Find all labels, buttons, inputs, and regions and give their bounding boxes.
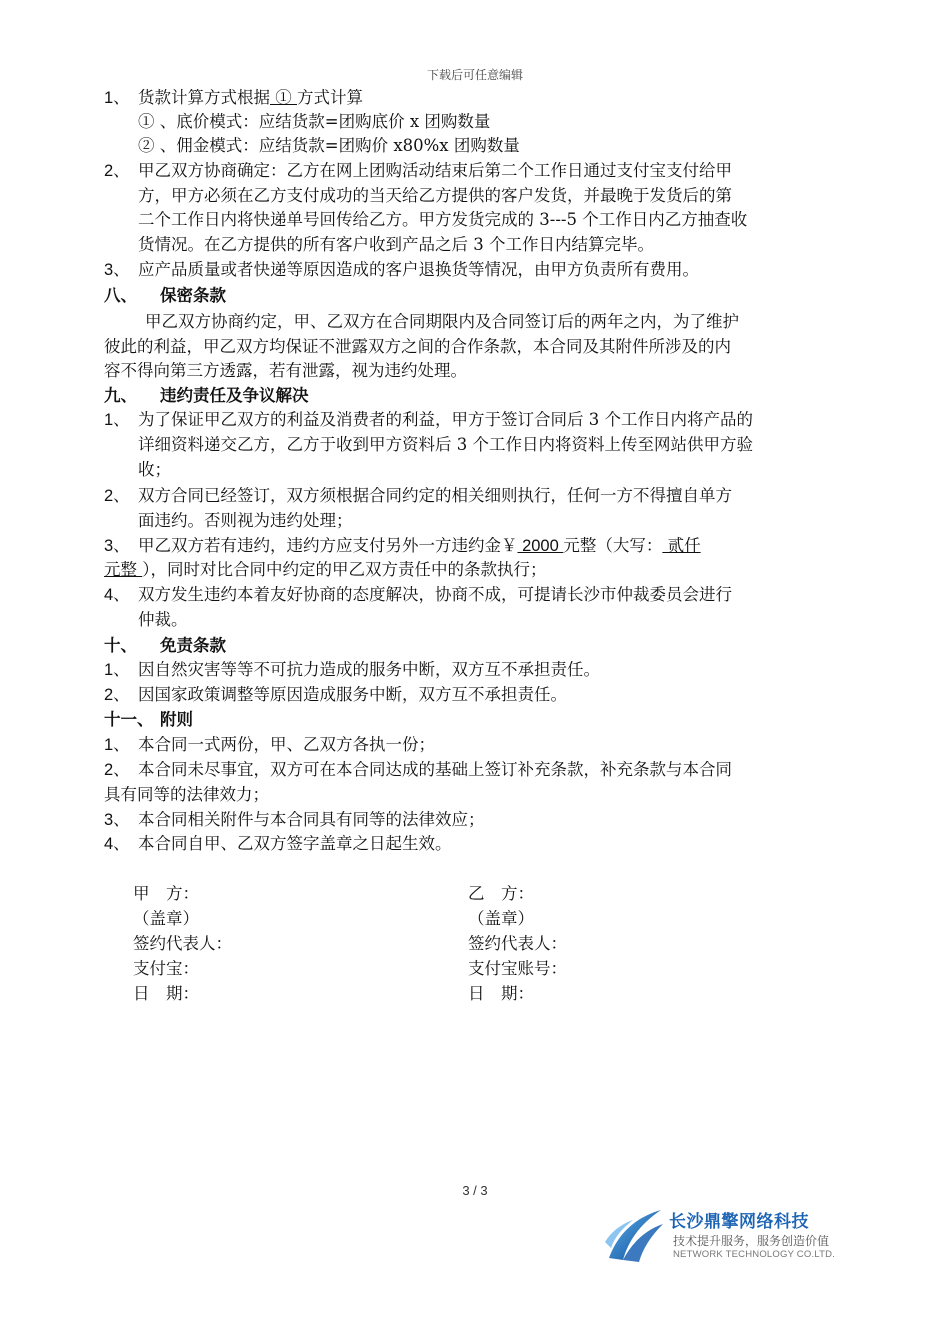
section-heading-supplementary: 十一、 附则 bbox=[104, 710, 193, 729]
party-b-seal: （盖章） bbox=[468, 909, 534, 928]
section-heading-liability: 九、 违约责任及争议解决 bbox=[104, 386, 309, 405]
section-heading-confidentiality: 八、 保密条款 bbox=[104, 286, 226, 305]
supplementary-item-1: 1、 本合同一式两份，甲、乙双方各执一份； bbox=[104, 735, 435, 754]
supplementary-item-3: 3、 本合同相关附件与本合同具有同等的法律效应； bbox=[104, 810, 485, 829]
party-b-date: 日 期： bbox=[468, 984, 534, 1003]
payment-item-2: 2、 甲乙双方协商确定：乙方在网上团购活动结束后第二个工作日通过支付宝支付给甲 bbox=[104, 161, 732, 180]
party-a-label: 甲 方： bbox=[133, 884, 199, 903]
penalty-amount-uppercase: 贰仟 bbox=[662, 536, 701, 555]
company-logo bbox=[603, 1204, 843, 1266]
method-blank: ① bbox=[270, 88, 297, 107]
exemption-item-1: 1、 因自然灾害等等不可抗力造成的服务中断，双方互不承担责任。 bbox=[104, 660, 600, 679]
confidentiality-paragraph-line3: 容不得向第三方透露，若有泄露，视为违约处理。 bbox=[104, 361, 467, 380]
payment-item-2-line2: 方，甲方必须在乙方支付成功的当天给乙方提供的客户发货，并最晚于发货后的第 bbox=[138, 186, 732, 205]
party-a-seal: （盖章） bbox=[133, 909, 199, 928]
liability-item-1-line2: 详细资料递交乙方，乙方于收到甲方资料后 3 个工作日内将资料上传至网站供甲方验 bbox=[138, 435, 753, 454]
supplementary-item-2: 2、 本合同未尽事宜，双方可在本合同达成的基础上签订补充条款，补充条款与本合同 bbox=[104, 760, 732, 779]
logo-english-name: NETWORK TECHNOLOGY CO.LTD. bbox=[673, 1249, 835, 1260]
payment-item-2-line3: 二个工作日内将快递单号回传给乙方。甲方发货完成的 3---5 个工作日内乙方抽查收 bbox=[138, 210, 748, 229]
liability-item-1-line3: 收； bbox=[138, 460, 171, 479]
liability-item-1: 1、 为了保证甲乙双方的利益及消费者的利益，甲方于签订合同后 3 个工作日内将产品的 bbox=[104, 410, 753, 429]
party-a-date: 日 期： bbox=[133, 984, 199, 1003]
party-b-label: 乙 方： bbox=[468, 884, 534, 903]
option-base-price: ① 、底价模式：应结货款=团购底价 x 团购数量 bbox=[138, 112, 491, 131]
liability-item-2: 2、 双方合同已经签订，双方须根据合同约定的相关细则执行，任何一方不得擅自单方 bbox=[104, 486, 732, 505]
section-heading-exemption: 十、 免责条款 bbox=[104, 636, 226, 655]
penalty-amount: 2000 bbox=[517, 537, 564, 555]
liability-item-4: 4、 双方发生违约本着友好协商的态度解决，协商不成，可提请长沙市仲裁委员会进行 bbox=[104, 585, 732, 604]
party-a-alipay: 支付宝： bbox=[133, 959, 199, 978]
confidentiality-paragraph-line2: 彼此的利益，甲乙双方均保证不泄露双方之间的合作条款，本合同及其附件所涉及的内 bbox=[104, 337, 731, 356]
option-commission: ② 、佣金模式：应结货款=团购价 x80%x 团购数量 bbox=[138, 136, 520, 155]
payment-item-1: 1、 货款计算方式根据 ① 方式计算 bbox=[104, 88, 363, 107]
liability-item-2-line2: 面违约。否则视为违约处理； bbox=[138, 511, 353, 530]
liability-item-3-line2: 元整 ），同时对比合同中约定的甲乙双方责任中的条款执行； bbox=[104, 560, 547, 579]
payment-item-3: 3、 应产品质量或者快递等原因造成的客户退换货等情况，由甲方负责所有费用。 bbox=[104, 260, 699, 279]
supplementary-item-2-line2: 具有同等的法律效力； bbox=[104, 785, 269, 804]
payment-item-2-line4: 货情况。在乙方提供的所有客户收到产品之后 3 个工作日内结算完毕。 bbox=[138, 235, 654, 254]
liability-item-3: 3、 甲乙双方若有违约，违约方应支付另外一方违约金￥ 2000 元整（大写： 贰仟 bbox=[104, 536, 701, 555]
logo-slogan: 技术提升服务，服务创造价值 bbox=[673, 1234, 830, 1248]
header-note: 下载后可任意编辑 bbox=[426, 68, 523, 82]
page-number: 3 / 3 bbox=[462, 1183, 488, 1198]
logo-company-name: 长沙鼎擎网络科技 bbox=[669, 1212, 809, 1232]
party-b-alipay-account: 支付宝账号： bbox=[468, 959, 567, 978]
party-b-representative: 签约代表人： bbox=[468, 934, 567, 953]
liability-item-4-line2: 仲裁。 bbox=[138, 610, 188, 629]
logo-mark-icon bbox=[603, 1206, 667, 1264]
exemption-item-2: 2、 因国家政策调整等原因造成服务中断，双方互不承担责任。 bbox=[104, 685, 567, 704]
party-a-representative: 签约代表人： bbox=[133, 934, 232, 953]
confidentiality-paragraph: 甲乙双方协商约定，甲、乙双方在合同期限内及合同签订后的两年之内，为了维护 bbox=[145, 312, 739, 331]
supplementary-item-4: 4、 本合同自甲、乙双方签字盖章之日起生效。 bbox=[104, 834, 452, 853]
